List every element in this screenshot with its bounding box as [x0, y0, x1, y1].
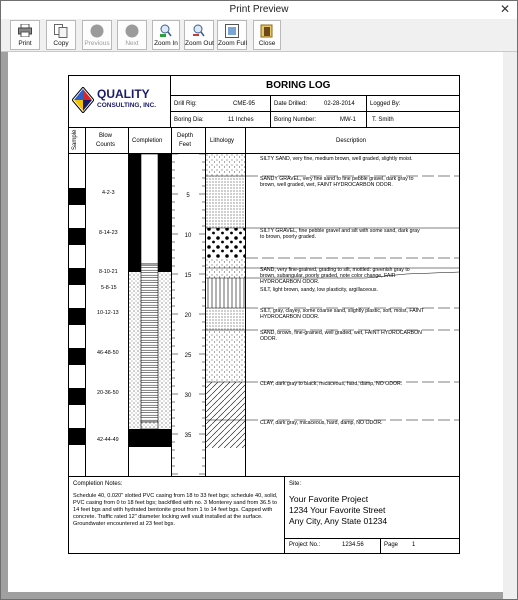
report-title: BORING LOG	[266, 80, 331, 91]
drill-rig-label: Drill Rig:	[174, 101, 197, 107]
rule	[380, 538, 381, 554]
close-button[interactable]	[253, 20, 281, 50]
col-depth-1: Depth	[177, 133, 194, 139]
col-blow-2: Counts	[96, 142, 116, 148]
site-line1: Your Favorite Project	[289, 494, 369, 504]
col-completion: Completion	[132, 138, 163, 144]
depth-label: 35	[184, 433, 192, 439]
lithology-column	[206, 154, 245, 476]
zoom-in-button[interactable]	[152, 20, 180, 50]
blow-count: 8-14-23	[99, 230, 118, 236]
depth-label: 25	[184, 353, 192, 359]
next-label: Next	[125, 40, 139, 47]
completion-notes: Schedule 40, 0.020" slotted PVC casing from 18 to 33 feet bgs; schedule 40, solid, PVC casing from 0 to 18 feet bgs; backfilled with no. 3 Monterey sand from 36.5 to 14 feet bgs and with hydrated bentonite grout from 1 to 14 feet bgs. Capped with concrete. Traffic rated 12" diameter locking well vault installed at the surface. Groundwater encountered at 23 feet bgs.	[73, 493, 278, 527]
rule	[284, 476, 285, 554]
date-drilled-label: Date Drilled:	[274, 101, 308, 107]
blow-count: 5-8-15	[101, 285, 117, 291]
next-icon	[125, 24, 139, 38]
rule	[171, 111, 460, 112]
description-entry: SILTY GRAVEL, fine pebble gravel and silt with some sand, dark gray to brown, poorly graded.	[260, 228, 420, 240]
zoom-out-button[interactable]	[184, 20, 214, 50]
rule	[170, 75, 171, 127]
sample-block	[69, 228, 85, 245]
print-button[interactable]	[10, 20, 40, 50]
col-sample: Sample	[72, 129, 78, 150]
sample-block	[69, 308, 85, 325]
rule	[366, 95, 367, 127]
sample-block	[69, 268, 85, 285]
close-label: Close	[258, 40, 276, 47]
sample-block	[69, 388, 85, 405]
notes-label: Completion Notes:	[73, 481, 123, 487]
logo-line2: CONSULTING, INC.	[97, 102, 157, 109]
site-label: Site:	[289, 481, 302, 487]
blow-count: 20-36-50	[97, 390, 119, 396]
depth-label: 20	[184, 313, 192, 319]
description-entry: CLAY, dark gray, micaceous, hard, damp, NO ODOR.	[260, 420, 383, 426]
zoom-in-icon	[159, 24, 173, 38]
description-entry: SILTY SAND, very fine, medium brown, well graded, slightly moist.	[260, 156, 413, 162]
blow-count: 4-2-3	[102, 190, 115, 196]
rule	[85, 127, 86, 476]
rule	[68, 127, 460, 128]
close-icon	[260, 24, 274, 38]
well-completion-diagram	[129, 154, 171, 476]
logged-by-label: Logged By:	[370, 101, 401, 107]
copy-icon	[54, 24, 68, 38]
drill-rig-value: CME-95	[233, 101, 256, 107]
previous-button[interactable]	[82, 20, 112, 50]
depth-label: 5	[186, 193, 190, 199]
depth-label: 10	[184, 233, 192, 239]
previous-icon	[90, 24, 104, 38]
depth-label: 15	[184, 273, 192, 279]
vertical-scrollbar[interactable]	[503, 52, 517, 599]
boring-dia-value: 11 Inches	[228, 117, 254, 123]
title-bar	[1, 1, 517, 19]
company-logo-icon	[72, 87, 94, 113]
boring-number-value: MW-1	[340, 117, 356, 123]
zoom-out-icon	[192, 24, 206, 38]
blow-count: 42-44-49	[97, 437, 119, 443]
printer-icon	[18, 24, 32, 37]
description-entry: SILT, gray, clayey, some coarse sand, slightly plastic, soft, moist, FAINT HYDROCARBON ODOR.	[260, 308, 424, 320]
depth-label: 30	[184, 393, 192, 399]
window-title: Print Preview	[229, 4, 289, 15]
description-entry: SILT, light brown, sandy, low plasticity, argillaceous.	[260, 287, 378, 293]
project-no-value: 1234.56	[342, 542, 364, 548]
zoom-full-button[interactable]	[217, 20, 247, 50]
window-close-icon[interactable]: ✕	[499, 2, 511, 16]
description-entry: SANDY GRAVEL, very fine sand to fine pebble gravel, dark gray to brown, well graded, wet, FAINT HYDROCARBON ODOR.	[260, 176, 414, 188]
rule	[284, 538, 460, 539]
project-no-label: Project No.:	[289, 542, 321, 548]
next-button[interactable]	[117, 20, 147, 50]
col-description: Description	[336, 138, 367, 144]
site-line2: 1234 Your Favorite Street	[289, 505, 386, 515]
description-entry: CLAY, dark gray to black, micaceous, hard, damp, NO ODOR.	[260, 381, 403, 387]
blow-count: 8-10-21	[99, 269, 118, 275]
print-label: Print	[18, 40, 32, 47]
copy-label: Copy	[53, 40, 69, 47]
col-lithology: Lithology	[210, 138, 235, 144]
rule	[68, 476, 460, 477]
sample-block	[69, 188, 85, 205]
sample-block	[69, 348, 85, 365]
boring-dia-label: Boring Dia:	[174, 117, 204, 123]
col-depth-2: Feet	[179, 142, 192, 148]
zoom-full-label: Zoom Full	[218, 40, 247, 47]
page-label: Page	[384, 542, 399, 548]
previous-label: Previous	[84, 40, 110, 47]
sample-block	[69, 428, 85, 445]
boring-number-label: Boring Number:	[274, 117, 317, 123]
logo-line1: QUALITY	[97, 87, 150, 101]
logged-by-value: T. Smith	[372, 117, 394, 123]
zoom-full-icon	[225, 24, 239, 38]
blow-count: 10-12-13	[97, 310, 119, 316]
date-drilled-value: 02-28-2014	[324, 101, 355, 107]
site-line3: Any City, Any State 01234	[289, 516, 388, 526]
page-number: 1	[412, 542, 416, 548]
description-entry: SAND, brown, fine-grained, well graded, wet, FAINT HYDROCARBON ODOR.	[260, 330, 422, 342]
rule	[171, 95, 460, 96]
rule	[270, 95, 271, 127]
zoom-in-label: Zoom In	[154, 40, 178, 47]
description-entry: SAND, very fine-grained, grading to silt, mottled: greenish gray to brown, subangular, poorly graded, note color change, FAIR HYDROCARBON ODOR.	[260, 267, 410, 285]
copy-button[interactable]	[46, 20, 76, 50]
toolbar	[1, 19, 517, 52]
blow-count: 46-48-50	[97, 350, 119, 356]
zoom-out-label: Zoom Out	[185, 40, 214, 47]
col-blow-1: Blow	[99, 133, 113, 139]
